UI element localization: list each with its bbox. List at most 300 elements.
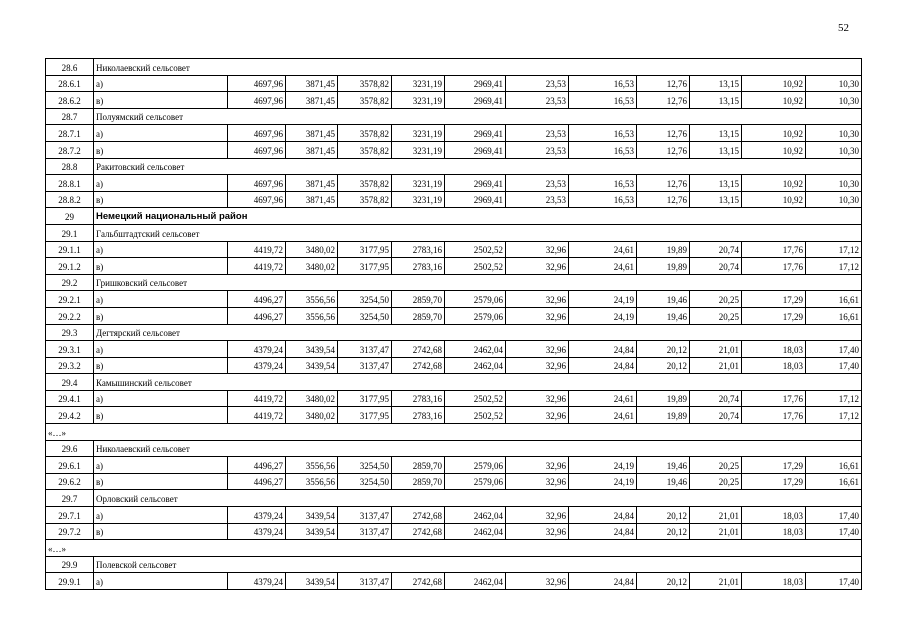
value-cell: 4697,96 xyxy=(228,75,286,92)
value-cell: 3439,54 xyxy=(286,573,338,590)
value-cell: 32,96 xyxy=(506,241,569,258)
value-cell: 20,12 xyxy=(637,573,690,590)
omission-row xyxy=(46,424,862,441)
section-name: Полевской сельсовет xyxy=(94,556,862,573)
district-row xyxy=(46,208,862,225)
value-cell: 16,61 xyxy=(806,473,862,490)
value-cell: 12,76 xyxy=(637,92,690,109)
value-cell: 3231,19 xyxy=(392,191,445,208)
value-cell: 20,12 xyxy=(637,507,690,524)
value-cell: 3556,56 xyxy=(286,307,338,324)
row-code: 29.1.2 xyxy=(46,258,94,275)
value-cell: 2579,06 xyxy=(445,291,506,308)
value-cell: 3871,45 xyxy=(286,125,338,142)
value-cell: 16,53 xyxy=(569,191,637,208)
row-option-label: в) xyxy=(94,473,228,490)
value-cell: 32,96 xyxy=(506,258,569,275)
value-cell: 2859,70 xyxy=(392,473,445,490)
section-name: Полуямский сельсовет xyxy=(94,108,862,125)
value-cell: 13,15 xyxy=(690,175,742,192)
value-cell: 24,19 xyxy=(569,473,637,490)
value-cell: 3177,95 xyxy=(338,241,392,258)
row-code: 29.2.1 xyxy=(46,291,94,308)
omission-marker: «…» xyxy=(46,540,862,557)
value-cell: 13,15 xyxy=(690,92,742,109)
row-option-label: в) xyxy=(94,141,228,158)
value-cell: 4697,96 xyxy=(228,92,286,109)
value-cell: 19,46 xyxy=(637,291,690,308)
value-cell: 4379,24 xyxy=(228,507,286,524)
value-cell: 24,61 xyxy=(569,241,637,258)
value-cell: 32,96 xyxy=(506,390,569,407)
row-option-label: а) xyxy=(94,457,228,474)
table-row xyxy=(46,457,862,474)
value-cell: 21,01 xyxy=(690,573,742,590)
value-cell: 10,30 xyxy=(806,125,862,142)
section-name: Орловский сельсовет xyxy=(94,490,862,507)
value-cell: 12,76 xyxy=(637,141,690,158)
section-row xyxy=(46,374,862,391)
value-cell: 21,01 xyxy=(690,507,742,524)
section-code: 28.8 xyxy=(46,158,94,175)
value-cell: 10,30 xyxy=(806,175,862,192)
value-cell: 3556,56 xyxy=(286,291,338,308)
value-cell: 3439,54 xyxy=(286,357,338,374)
table-row xyxy=(46,573,862,590)
value-cell: 2742,68 xyxy=(392,507,445,524)
value-cell: 2502,52 xyxy=(445,390,506,407)
value-cell: 24,61 xyxy=(569,390,637,407)
omission-marker: «…» xyxy=(46,424,862,441)
value-cell: 17,12 xyxy=(806,258,862,275)
value-cell: 4419,72 xyxy=(228,258,286,275)
value-cell: 4379,24 xyxy=(228,341,286,358)
row-option-label: а) xyxy=(94,573,228,590)
value-cell: 24,84 xyxy=(569,341,637,358)
value-cell: 3480,02 xyxy=(286,258,338,275)
value-cell: 3254,50 xyxy=(338,457,392,474)
section-code: 29.4 xyxy=(46,374,94,391)
row-option-label: в) xyxy=(94,92,228,109)
value-cell: 32,96 xyxy=(506,573,569,590)
value-cell: 12,76 xyxy=(637,125,690,142)
value-cell: 16,61 xyxy=(806,291,862,308)
value-cell: 2859,70 xyxy=(392,457,445,474)
value-cell: 13,15 xyxy=(690,141,742,158)
value-cell: 3137,47 xyxy=(338,357,392,374)
table-row xyxy=(46,141,862,158)
value-cell: 2783,16 xyxy=(392,241,445,258)
value-cell: 17,12 xyxy=(806,407,862,424)
section-name: Гальбштадтский сельсовет xyxy=(94,224,862,241)
value-cell: 2969,41 xyxy=(445,175,506,192)
value-cell: 32,96 xyxy=(506,341,569,358)
section-row xyxy=(46,224,862,241)
value-cell: 2462,04 xyxy=(445,341,506,358)
section-name: Дегтярский сельсовет xyxy=(94,324,862,341)
value-cell: 17,29 xyxy=(742,291,806,308)
value-cell: 21,01 xyxy=(690,341,742,358)
value-cell: 3578,82 xyxy=(338,191,392,208)
value-cell: 17,40 xyxy=(806,341,862,358)
table-row xyxy=(46,75,862,92)
value-cell: 3254,50 xyxy=(338,473,392,490)
value-cell: 3480,02 xyxy=(286,407,338,424)
value-cell: 3556,56 xyxy=(286,473,338,490)
value-cell: 24,19 xyxy=(569,307,637,324)
row-code: 29.7.1 xyxy=(46,507,94,524)
row-option-label: в) xyxy=(94,407,228,424)
value-cell: 13,15 xyxy=(690,125,742,142)
value-cell: 4697,96 xyxy=(228,141,286,158)
row-option-label: а) xyxy=(94,125,228,142)
row-code: 29.3.1 xyxy=(46,341,94,358)
value-cell: 16,53 xyxy=(569,141,637,158)
value-cell: 12,76 xyxy=(637,175,690,192)
value-cell: 24,61 xyxy=(569,258,637,275)
row-option-label: а) xyxy=(94,75,228,92)
row-option-label: в) xyxy=(94,523,228,540)
row-option-label: а) xyxy=(94,291,228,308)
value-cell: 32,96 xyxy=(506,357,569,374)
value-cell: 2859,70 xyxy=(392,307,445,324)
row-code: 28.8.2 xyxy=(46,191,94,208)
value-cell: 24,84 xyxy=(569,357,637,374)
table-body xyxy=(46,59,862,590)
section-code: 29.2 xyxy=(46,274,94,291)
value-cell: 17,76 xyxy=(742,390,806,407)
district-name: Немецкий национальный район xyxy=(94,208,862,225)
value-cell: 17,76 xyxy=(742,407,806,424)
value-cell: 18,03 xyxy=(742,507,806,524)
section-code: 29.7 xyxy=(46,490,94,507)
value-cell: 2502,52 xyxy=(445,407,506,424)
table-row xyxy=(46,307,862,324)
table-row xyxy=(46,507,862,524)
value-cell: 3231,19 xyxy=(392,92,445,109)
value-cell: 2742,68 xyxy=(392,357,445,374)
value-cell: 32,96 xyxy=(506,407,569,424)
table-row xyxy=(46,175,862,192)
value-cell: 23,53 xyxy=(506,175,569,192)
value-cell: 20,25 xyxy=(690,307,742,324)
row-option-label: а) xyxy=(94,175,228,192)
value-cell: 17,76 xyxy=(742,258,806,275)
value-cell: 16,53 xyxy=(569,175,637,192)
value-cell: 16,53 xyxy=(569,92,637,109)
value-cell: 18,03 xyxy=(742,341,806,358)
value-cell: 10,92 xyxy=(742,141,806,158)
value-cell: 3177,95 xyxy=(338,407,392,424)
section-name: Николаевский сельсовет xyxy=(94,59,862,76)
value-cell: 23,53 xyxy=(506,191,569,208)
value-cell: 20,12 xyxy=(637,341,690,358)
section-code: 29.6 xyxy=(46,440,94,457)
value-cell: 3137,47 xyxy=(338,523,392,540)
value-cell: 18,03 xyxy=(742,573,806,590)
row-option-label: а) xyxy=(94,507,228,524)
value-cell: 2742,68 xyxy=(392,523,445,540)
value-cell: 19,46 xyxy=(637,307,690,324)
value-cell: 20,12 xyxy=(637,357,690,374)
value-cell: 4697,96 xyxy=(228,191,286,208)
section-row xyxy=(46,490,862,507)
value-cell: 24,84 xyxy=(569,523,637,540)
table-row xyxy=(46,390,862,407)
value-cell: 3871,45 xyxy=(286,175,338,192)
row-code: 29.6.1 xyxy=(46,457,94,474)
value-cell: 23,53 xyxy=(506,141,569,158)
value-cell: 3556,56 xyxy=(286,457,338,474)
table-row xyxy=(46,291,862,308)
value-cell: 24,84 xyxy=(569,507,637,524)
value-cell: 4496,27 xyxy=(228,291,286,308)
value-cell: 2579,06 xyxy=(445,307,506,324)
value-cell: 3439,54 xyxy=(286,523,338,540)
value-cell: 3439,54 xyxy=(286,507,338,524)
value-cell: 4379,24 xyxy=(228,573,286,590)
value-cell: 2742,68 xyxy=(392,573,445,590)
row-code: 29.2.2 xyxy=(46,307,94,324)
value-cell: 3578,82 xyxy=(338,141,392,158)
row-option-label: в) xyxy=(94,307,228,324)
value-cell: 3254,50 xyxy=(338,307,392,324)
value-cell: 2783,16 xyxy=(392,407,445,424)
value-cell: 18,03 xyxy=(742,357,806,374)
value-cell: 4496,27 xyxy=(228,307,286,324)
section-row xyxy=(46,440,862,457)
value-cell: 17,29 xyxy=(742,307,806,324)
section-row xyxy=(46,324,862,341)
value-cell: 18,03 xyxy=(742,523,806,540)
value-cell: 3871,45 xyxy=(286,92,338,109)
value-cell: 4379,24 xyxy=(228,357,286,374)
value-cell: 4419,72 xyxy=(228,241,286,258)
value-cell: 2969,41 xyxy=(445,75,506,92)
value-cell: 2969,41 xyxy=(445,92,506,109)
row-code: 29.7.2 xyxy=(46,523,94,540)
value-cell: 23,53 xyxy=(506,75,569,92)
value-cell: 2969,41 xyxy=(445,125,506,142)
value-cell: 10,92 xyxy=(742,125,806,142)
value-cell: 3137,47 xyxy=(338,507,392,524)
row-option-label: а) xyxy=(94,390,228,407)
row-code: 28.8.1 xyxy=(46,175,94,192)
value-cell: 32,96 xyxy=(506,307,569,324)
value-cell: 20,74 xyxy=(690,390,742,407)
value-cell: 20,12 xyxy=(637,523,690,540)
table-row xyxy=(46,523,862,540)
value-cell: 2783,16 xyxy=(392,390,445,407)
value-cell: 3231,19 xyxy=(392,141,445,158)
table-row xyxy=(46,241,862,258)
value-cell: 3439,54 xyxy=(286,341,338,358)
value-cell: 23,53 xyxy=(506,125,569,142)
table-row xyxy=(46,473,862,490)
row-option-label: а) xyxy=(94,341,228,358)
value-cell: 3177,95 xyxy=(338,258,392,275)
value-cell: 10,92 xyxy=(742,75,806,92)
value-cell: 4419,72 xyxy=(228,407,286,424)
value-cell: 10,30 xyxy=(806,191,862,208)
section-code: 29.1 xyxy=(46,224,94,241)
value-cell: 3578,82 xyxy=(338,175,392,192)
value-cell: 17,29 xyxy=(742,473,806,490)
section-name: Камышинский сельсовет xyxy=(94,374,862,391)
table-row xyxy=(46,258,862,275)
value-cell: 20,74 xyxy=(690,258,742,275)
value-cell: 3480,02 xyxy=(286,241,338,258)
row-code: 28.7.2 xyxy=(46,141,94,158)
row-code: 28.6.1 xyxy=(46,75,94,92)
value-cell: 17,12 xyxy=(806,390,862,407)
omission-row xyxy=(46,540,862,557)
value-cell: 3137,47 xyxy=(338,573,392,590)
value-cell: 2462,04 xyxy=(445,573,506,590)
value-cell: 3578,82 xyxy=(338,125,392,142)
value-cell: 17,12 xyxy=(806,241,862,258)
value-cell: 16,61 xyxy=(806,307,862,324)
value-cell: 2969,41 xyxy=(445,141,506,158)
row-code: 29.3.2 xyxy=(46,357,94,374)
value-cell: 19,89 xyxy=(637,258,690,275)
row-option-label: в) xyxy=(94,258,228,275)
value-cell: 4379,24 xyxy=(228,523,286,540)
value-cell: 10,92 xyxy=(742,191,806,208)
value-cell: 19,89 xyxy=(637,390,690,407)
value-cell: 2502,52 xyxy=(445,258,506,275)
value-cell: 20,74 xyxy=(690,407,742,424)
value-cell: 24,19 xyxy=(569,457,637,474)
value-cell: 16,61 xyxy=(806,457,862,474)
value-cell: 10,92 xyxy=(742,92,806,109)
value-cell: 24,19 xyxy=(569,291,637,308)
value-cell: 17,40 xyxy=(806,357,862,374)
value-cell: 3231,19 xyxy=(392,75,445,92)
value-cell: 17,40 xyxy=(806,523,862,540)
value-cell: 13,15 xyxy=(690,75,742,92)
section-code: 29.9 xyxy=(46,556,94,573)
value-cell: 12,76 xyxy=(637,75,690,92)
value-cell: 32,96 xyxy=(506,291,569,308)
value-cell: 3137,47 xyxy=(338,341,392,358)
value-cell: 3254,50 xyxy=(338,291,392,308)
table-row xyxy=(46,407,862,424)
value-cell: 2969,41 xyxy=(445,191,506,208)
value-cell: 23,53 xyxy=(506,92,569,109)
value-cell: 17,29 xyxy=(742,457,806,474)
value-cell: 13,15 xyxy=(690,191,742,208)
value-cell: 17,76 xyxy=(742,241,806,258)
row-code: 29.4.1 xyxy=(46,390,94,407)
row-code: 29.1.1 xyxy=(46,241,94,258)
tariff-table xyxy=(45,58,862,590)
value-cell: 3578,82 xyxy=(338,92,392,109)
value-cell: 24,84 xyxy=(569,573,637,590)
value-cell: 2502,52 xyxy=(445,241,506,258)
table-row xyxy=(46,341,862,358)
section-code: 28.6 xyxy=(46,59,94,76)
value-cell: 19,46 xyxy=(637,473,690,490)
row-option-label: в) xyxy=(94,357,228,374)
row-option-label: в) xyxy=(94,191,228,208)
value-cell: 4697,96 xyxy=(228,175,286,192)
value-cell: 4697,96 xyxy=(228,125,286,142)
value-cell: 20,25 xyxy=(690,291,742,308)
value-cell: 20,25 xyxy=(690,473,742,490)
section-name: Ракитовский сельсовет xyxy=(94,158,862,175)
table-row xyxy=(46,92,862,109)
value-cell: 10,30 xyxy=(806,75,862,92)
value-cell: 3231,19 xyxy=(392,175,445,192)
row-code: 29.9.1 xyxy=(46,573,94,590)
value-cell: 2579,06 xyxy=(445,457,506,474)
table-row xyxy=(46,357,862,374)
value-cell: 3871,45 xyxy=(286,191,338,208)
value-cell: 17,40 xyxy=(806,573,862,590)
table-row xyxy=(46,191,862,208)
value-cell: 19,89 xyxy=(637,241,690,258)
value-cell: 4496,27 xyxy=(228,473,286,490)
section-row xyxy=(46,108,862,125)
value-cell: 2742,68 xyxy=(392,341,445,358)
value-cell: 2859,70 xyxy=(392,291,445,308)
row-code: 29.4.2 xyxy=(46,407,94,424)
section-code: 29.3 xyxy=(46,324,94,341)
value-cell: 20,74 xyxy=(690,241,742,258)
value-cell: 3871,45 xyxy=(286,141,338,158)
row-option-label: а) xyxy=(94,241,228,258)
value-cell: 16,53 xyxy=(569,125,637,142)
value-cell: 24,61 xyxy=(569,407,637,424)
value-cell: 10,30 xyxy=(806,141,862,158)
value-cell: 2462,04 xyxy=(445,507,506,524)
value-cell: 32,96 xyxy=(506,523,569,540)
value-cell: 4419,72 xyxy=(228,390,286,407)
value-cell: 3480,02 xyxy=(286,390,338,407)
value-cell: 17,40 xyxy=(806,507,862,524)
section-row xyxy=(46,158,862,175)
value-cell: 10,30 xyxy=(806,92,862,109)
value-cell: 3231,19 xyxy=(392,125,445,142)
value-cell: 32,96 xyxy=(506,457,569,474)
value-cell: 12,76 xyxy=(637,191,690,208)
value-cell: 20,25 xyxy=(690,457,742,474)
value-cell: 16,53 xyxy=(569,75,637,92)
value-cell: 3578,82 xyxy=(338,75,392,92)
value-cell: 19,46 xyxy=(637,457,690,474)
value-cell: 2462,04 xyxy=(445,357,506,374)
section-name: Гришковский сельсовет xyxy=(94,274,862,291)
value-cell: 2579,06 xyxy=(445,473,506,490)
value-cell: 21,01 xyxy=(690,523,742,540)
value-cell: 32,96 xyxy=(506,473,569,490)
section-code: 28.7 xyxy=(46,108,94,125)
value-cell: 2462,04 xyxy=(445,523,506,540)
row-code: 29.6.2 xyxy=(46,473,94,490)
page-number: 52 xyxy=(838,22,849,34)
section-row xyxy=(46,274,862,291)
row-code: 28.7.1 xyxy=(46,125,94,142)
section-row xyxy=(46,59,862,76)
value-cell: 32,96 xyxy=(506,507,569,524)
value-cell: 4496,27 xyxy=(228,457,286,474)
row-code: 28.6.2 xyxy=(46,92,94,109)
section-name: Николаевский сельсовет xyxy=(94,440,862,457)
value-cell: 19,89 xyxy=(637,407,690,424)
section-code: 29 xyxy=(46,208,94,225)
value-cell: 21,01 xyxy=(690,357,742,374)
